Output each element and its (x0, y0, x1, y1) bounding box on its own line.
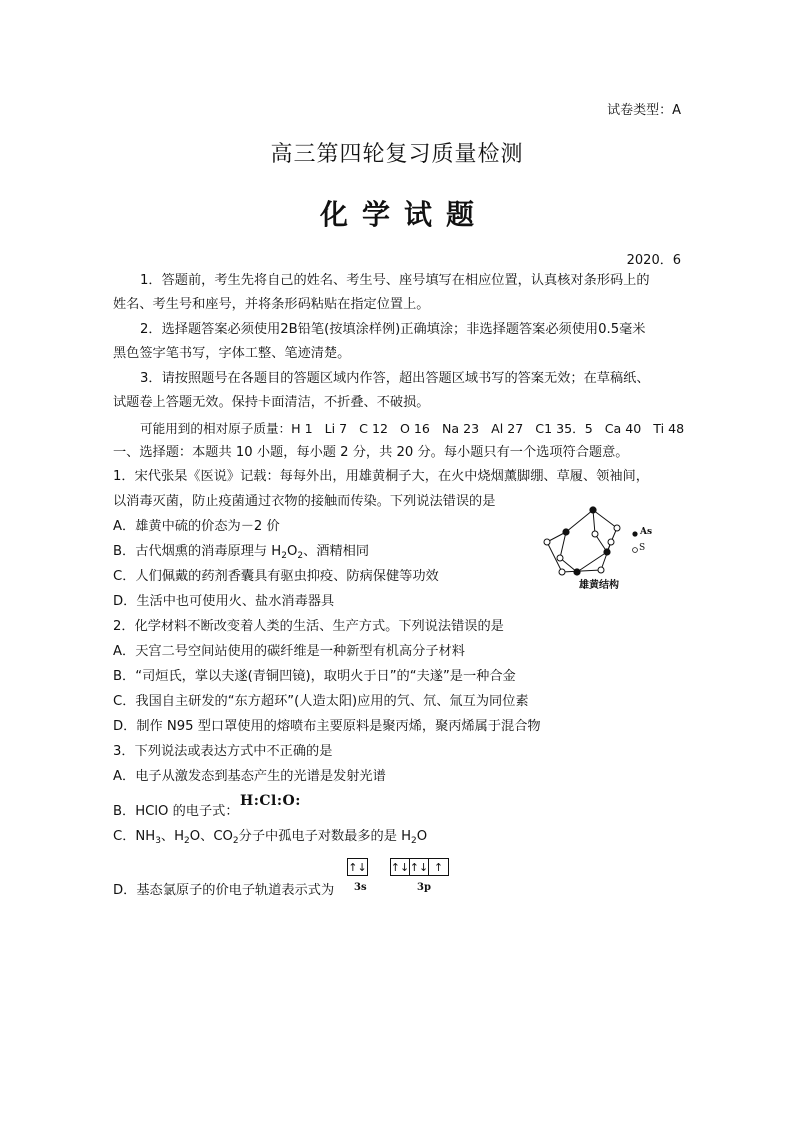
orbital-3s-cell: ↑↓ (348, 860, 367, 874)
q1-stem-line-1: 1．宋代张杲《医说》记载：每每外出，用雄黄桐子大，在火中烧烟薰脚绷、草履、领袖间， (113, 469, 649, 484)
note-1-line-2: 姓名、考生号和座号，并将条形码粘贴在指定位置上。 (113, 297, 430, 312)
atomic-masses: 可能用到的相对原子质量：H 1 Li 7 C 12 O 16 Na 23 Al 27 C1 35．5 Ca 40 Ti 48 (140, 421, 685, 436)
s-atom (559, 569, 565, 575)
orbital-3p-cell: ↑↓ (390, 860, 410, 874)
note-2-line-2: 黑色签字笔书写，字体工整、笔迹清楚。 (113, 346, 351, 361)
q3-option-d: D．基态氯原子的价电子轨道表示式为 (113, 883, 335, 898)
q3-stem: 3．下列说法或表达方式中不正确的是 (113, 744, 333, 759)
s-atom (598, 567, 604, 573)
q3-option-c: C．$NH_3$、$H_2O$、$CO_2$分子中孤电子对数最多的是 $H_2O$ (113, 829, 428, 846)
section-1-heading: 一、选择题：本题共 10 小题，每小题 2 分，共 20 分。每小题只有一个选项符合题意。 (113, 445, 629, 460)
paper-type: 试卷类型：A (607, 103, 681, 118)
legend-as-label: As (640, 527, 653, 537)
q1-option-d: D．生活中也可使用火、盐水消毒器具 (113, 594, 335, 609)
as-atom (562, 528, 569, 535)
q3-option-b: B．HClO 的电子式： (113, 804, 239, 819)
q1-option-b: B．古代烟熏的消毒原理与 $H_2O_2$、酒精相同 (113, 544, 370, 561)
s-atom (557, 555, 563, 561)
exam-title: 高三第四轮复习质量检测 (270, 142, 524, 167)
subject-title: 化学试题 (319, 198, 488, 231)
realgar-structure-figure (537, 500, 657, 590)
s-atom (544, 539, 550, 545)
q2-stem: 2．化学材料不断改变着人类的生活、生产方式。下列说法错误的是 (113, 619, 504, 634)
as-atom (589, 506, 596, 513)
s-atom (608, 539, 614, 545)
s-atom (592, 531, 598, 537)
as-atom (603, 548, 610, 555)
q2-option-c: C．我国自主研发的“东方超环”(人造太阳)应用的氕、氘、氚互为同位素 (113, 694, 529, 709)
s-atom (614, 525, 620, 531)
orbital-3p-cell: ↑ (433, 860, 444, 874)
note-2-line-1: 2．选择题答案必须使用2B铅笔(按填涂样例)正确填涂；非选择题答案必须使用0.5毫米 (140, 322, 646, 337)
q1-stem-line-2: 以消毒灭菌，防止疫菌通过衣物的接触而传染。下列说法错误的是 (113, 494, 496, 509)
orbital-3p-label: 3p (417, 882, 431, 893)
q2-option-b: B．“司烜氏，掌以夫遂(青铜凹镜)，取明火于日”的“夫遂”是一种合金 (113, 669, 516, 684)
note-3-line-2: 试题卷上答题无效。保持卡面清洁，不折叠、不破损。 (113, 395, 430, 410)
legend-s-marker (633, 548, 638, 553)
note-3-line-1: 3．请按照题号在各题目的答题区域内作答，超出答题区域书写的答案无效；在草稿纸、 (140, 371, 650, 386)
q1-option-a: A．雄黄中硫的价态为－2 价 (113, 519, 280, 534)
orbital-3p-cell: ↑↓ (409, 860, 429, 874)
orbital-3p-box (390, 858, 449, 876)
as-atom (573, 568, 580, 575)
hclo-electron-formula: H:Cl:O: (240, 793, 301, 809)
legend-as-marker (632, 531, 637, 536)
q3-option-a: A．电子从激发态到基态产生的光谱是发射光谱 (113, 769, 386, 784)
orbital-3s-box (347, 858, 368, 876)
figure-caption: 雄黄结构 (579, 580, 619, 591)
q2-option-d: D．制作 N95 型口罩使用的熔喷布主要原料是聚丙烯，聚丙烯属于混合物 (113, 719, 541, 734)
q2-option-a: A．天宫二号空间站使用的碳纤维是一种新型有机高分子材料 (113, 644, 465, 659)
q1-option-c: C．人们佩戴的药剂香囊具有驱虫抑疫、防病保健等功效 (113, 569, 439, 584)
note-1-line-1: 1．答题前，考生先将自己的姓名、考生号、座号填写在相应位置，认真核对条形码上的 (140, 273, 650, 288)
orbital-3s-label: 3s (354, 882, 367, 893)
exam-date: 2020．6 (626, 253, 681, 268)
legend-s-label: S (639, 543, 646, 553)
